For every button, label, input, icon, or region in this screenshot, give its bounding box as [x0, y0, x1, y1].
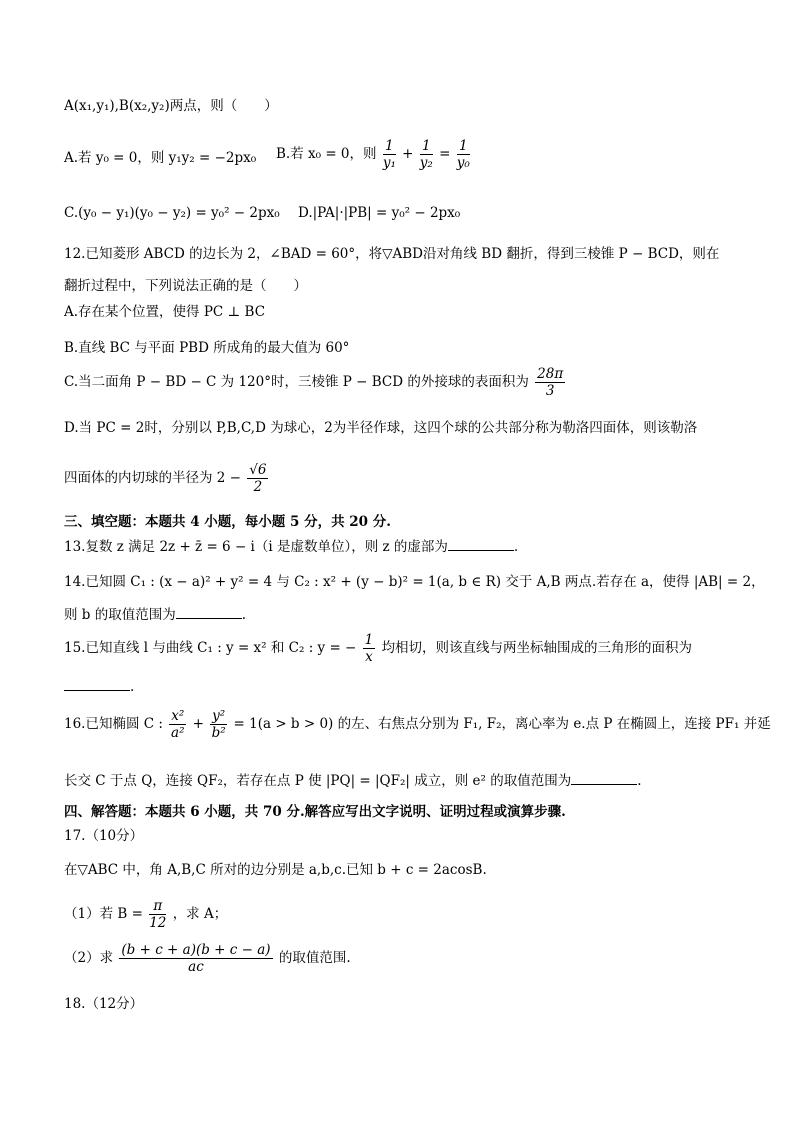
question-15-line2 — [64, 676, 134, 697]
question-17-part2 — [64, 942, 351, 975]
question-16-text: 16.已知椭圆 C : — [64, 716, 163, 732]
question-17-stem: 在▽ABC 中，角 A,B,C 所对的边分别是 a,b,c.已知 b + c = 2acosB. — [64, 862, 487, 878]
fraction-expression: $\frac{(b + c + a)(b + c - a)}{ac}$ — [121, 942, 271, 975]
question-13-text: 13.复数 z 满足 2z + z̄ = 6 − i（i 是虚数单位），则 z 的虚部为 — [64, 539, 448, 555]
fraction-sqrt6-2: $\frac{√6}{2}$ — [249, 462, 267, 495]
option-11b — [276, 138, 472, 171]
answer-blank-14[interactable] — [176, 604, 242, 619]
option-12c-text: C.当二面角 P − BD − C 为 120°时，三棱锥 P − BCD 的外接球的表面积为 — [64, 374, 529, 390]
option-11c: C.(y₀ − y₁)(y₀ − y₂) = y₀² − 2px₀ — [64, 205, 280, 221]
question-17-heading: 17.（10分） — [64, 828, 144, 844]
option-12d: D.当 PC = 2时，分别以 P,B,C,D 为球心，2为半径作球，这四个球的公共部分称为勒洛四面体，则该勒洛 — [64, 420, 698, 436]
line-options-intro: A(x₁,y₁),B(x₂,y₂)两点，则（ ） — [64, 98, 278, 114]
period: . — [637, 773, 642, 789]
plus-sign: + — [192, 716, 204, 732]
option-12a: A.存在某个位置，使得 PC ⊥ BC — [64, 304, 266, 320]
fraction-pi-12: $\frac{\pi}{12}$ — [149, 898, 167, 931]
question-17-part2-text: （2）求 — [64, 950, 114, 966]
period: . — [130, 679, 135, 695]
question-14-line2 — [64, 604, 246, 625]
question-17-part1 — [64, 898, 227, 931]
question-14-line1: 14.已知圆 C₁ : (x − a)² + y² = 4 与 C₂ : x² + (y − b)² = 1(a, b ∈ R) 交于 A,B 两点.若存在 a，使得 |AB| = 2， — [64, 574, 765, 590]
answer-blank-15[interactable] — [64, 676, 130, 691]
plus-sign: + — [402, 146, 414, 162]
answer-blank-13[interactable] — [448, 536, 514, 551]
question-15-text: 15.已知直线 l 与曲线 C₁ : y = x² 和 C₂ : y = − — [64, 640, 357, 656]
question-16-line1 — [64, 708, 771, 741]
question-18-heading: 18.（12分） — [64, 996, 144, 1012]
fraction-1-y1: $\frac{1}{\text{y₁}}$ — [382, 138, 396, 171]
option-11b-text: B.若 x₀ = 0，则 — [276, 146, 377, 162]
option-11a: A.若 y₀ = 0，则 y₁y₂ = −2px₀ — [64, 150, 257, 166]
fraction-1-y2: $\frac{1}{\text{y₂}}$ — [419, 138, 433, 171]
fraction-1-y0: $\frac{1}{\text{y₀}}$ — [456, 138, 470, 171]
option-12b: B.直线 BC 与平面 PBD 所成角的最大值为 60° — [64, 340, 350, 356]
option-11d: D.|PA|·|PB| = y₀² − 2px₀ — [298, 205, 461, 221]
question-17-part1-text-2: ，求 A； — [172, 906, 228, 922]
question-12-line2: 翻折过程中，下列说法正确的是（ ） — [64, 278, 307, 294]
option-12c — [64, 366, 567, 399]
period: . — [241, 607, 247, 623]
answer-blank-16[interactable] — [571, 770, 637, 785]
section-3-heading: 三、填空题：本题共 4 小题，每小题 5 分，共 20 分. — [64, 514, 391, 530]
section-4-heading: 四、解答题：本题共 6 小题，共 70 分.解答应写出文字说明、证明过程或演算步骤. — [64, 804, 566, 820]
fraction-x2-a2: $\frac{\text{x²}}{\text{a²}}$ — [171, 708, 185, 741]
question-17-part1-text: （1）若 B = — [64, 906, 143, 922]
period: . — [513, 539, 519, 555]
option-12d-line2 — [64, 462, 270, 495]
equals-sign: = — [439, 146, 451, 162]
question-12-line1: 12.已知菱形 ABCD 的边长为 2，∠BAD = 60°，将▽ABD沿对角线 BD 翻折，得到三棱锥 P − BCD，则在 — [64, 246, 720, 262]
fraction-1-x: $\frac{1}{x}$ — [364, 632, 374, 665]
question-16-text-2: = 1(a > b > 0) 的左、右焦点分别为 F₁, F₂，离心率为 e.点 P 在椭圆上，连接 PF₁ 并延 — [233, 716, 771, 732]
question-13 — [64, 536, 518, 557]
fraction-28pi-3: $\frac{28\pi}{3}$ — [537, 366, 564, 399]
question-14-text: 则 b 的取值范围为 — [64, 607, 176, 623]
question-15-text-2: 均相切，则该直线与两坐标轴围成的三角形的面积为 — [381, 640, 693, 656]
question-16-text-3: 长交 C 于点 Q，连接 QF₂，若存在点 P 使 |PQ| = |QF₂| 成立，则 e² 的取值范围为 — [64, 773, 572, 789]
question-17-part2-text-2: 的取值范围. — [278, 950, 351, 966]
question-15-line1 — [64, 632, 692, 665]
option-12d-line2-text: 四面体的内切球的半径为 2 − — [64, 470, 241, 486]
question-16-line2 — [64, 770, 642, 791]
fraction-y2-b2: $\frac{\text{y²}}{\text{b²}}$ — [211, 708, 226, 741]
